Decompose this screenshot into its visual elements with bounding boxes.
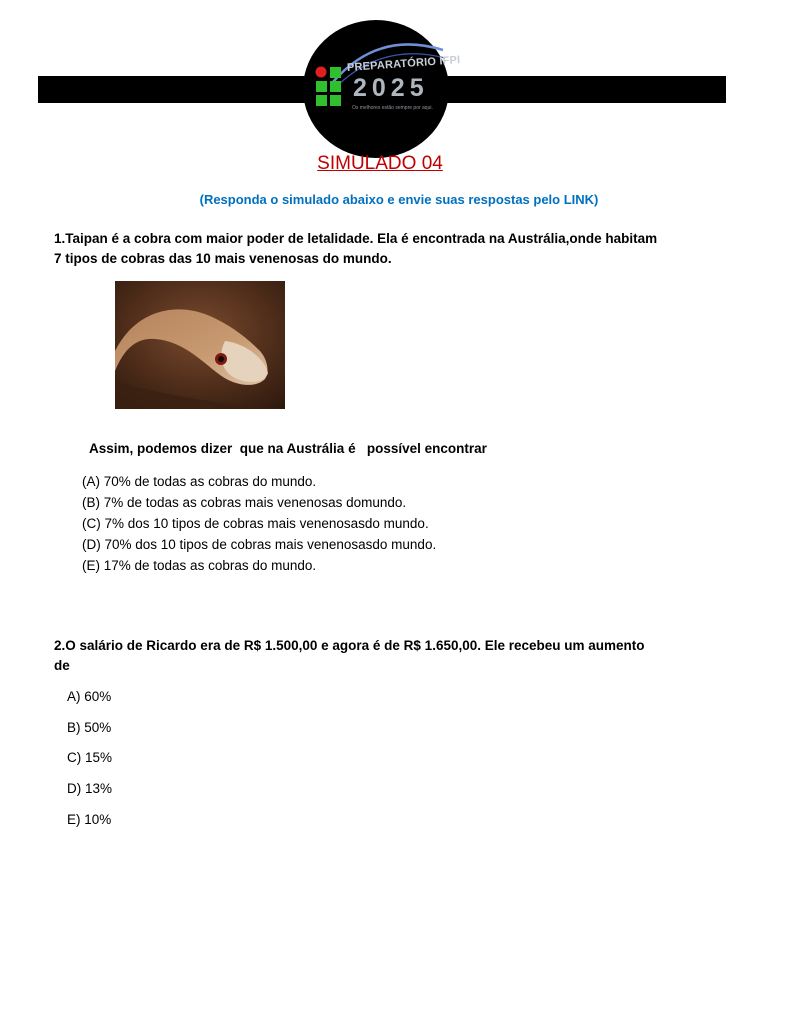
option-a[interactable]: (A) 70% de todas as cobras do mundo. [82, 474, 317, 489]
question-1-stem-line1: 1.Taipan é a cobra com maior poder de letalidade. Ela é encontrada na Austrália,onde habitam [54, 231, 658, 246]
page-subtitle: (Responda o simulado abaixo e envie suas respostas pelo LINK) [199, 192, 599, 207]
question-1-lead: Assim, podemos dizer que na Austrália é possível encontrar [89, 441, 487, 456]
logo-year: 2025 [353, 74, 429, 102]
option-e[interactable]: E) 10% [67, 811, 112, 827]
question-1-options [82, 471, 436, 576]
question-1-stem [54, 229, 714, 269]
option-b[interactable]: B) 50% [67, 719, 112, 735]
preparatorio-logo [303, 20, 461, 158]
option-c[interactable]: (C) 7% dos 10 tipos de cobras mais venenosasdo mundo. [82, 516, 429, 531]
logo-line1: PREPARATÓRIO IFPI [346, 54, 461, 74]
question-2-stem [54, 636, 714, 676]
option-b[interactable]: (B) 7% de todas as cobras mais venenosas domundo. [82, 495, 407, 510]
page-title: SIMULADO 04 [317, 153, 443, 174]
question-2-stem-line2: de [54, 658, 70, 673]
option-c[interactable]: C) 15% [67, 750, 113, 766]
snake-photo [115, 281, 285, 409]
question-2-stem-line1: 2.O salário de Ricardo era de R$ 1.500,00 e agora é de R$ 1.650,00. Ele recebeu um aumento [54, 638, 645, 653]
question-1-stem-line2: 7 tipos de cobras das 10 mais venenosas do mundo. [54, 251, 392, 266]
option-e[interactable]: (E) 17% de todas as cobras do mundo. [82, 558, 317, 573]
option-d[interactable]: (D) 70% dos 10 tipos de cobras mais venenosasdo mundo. [82, 537, 437, 552]
logo-tagline: Os melhores estão sempre por aqui. [352, 105, 433, 111]
question-2-options [67, 686, 112, 839]
option-a[interactable]: A) 60% [67, 689, 112, 704]
option-d[interactable]: D) 13% [67, 781, 113, 797]
